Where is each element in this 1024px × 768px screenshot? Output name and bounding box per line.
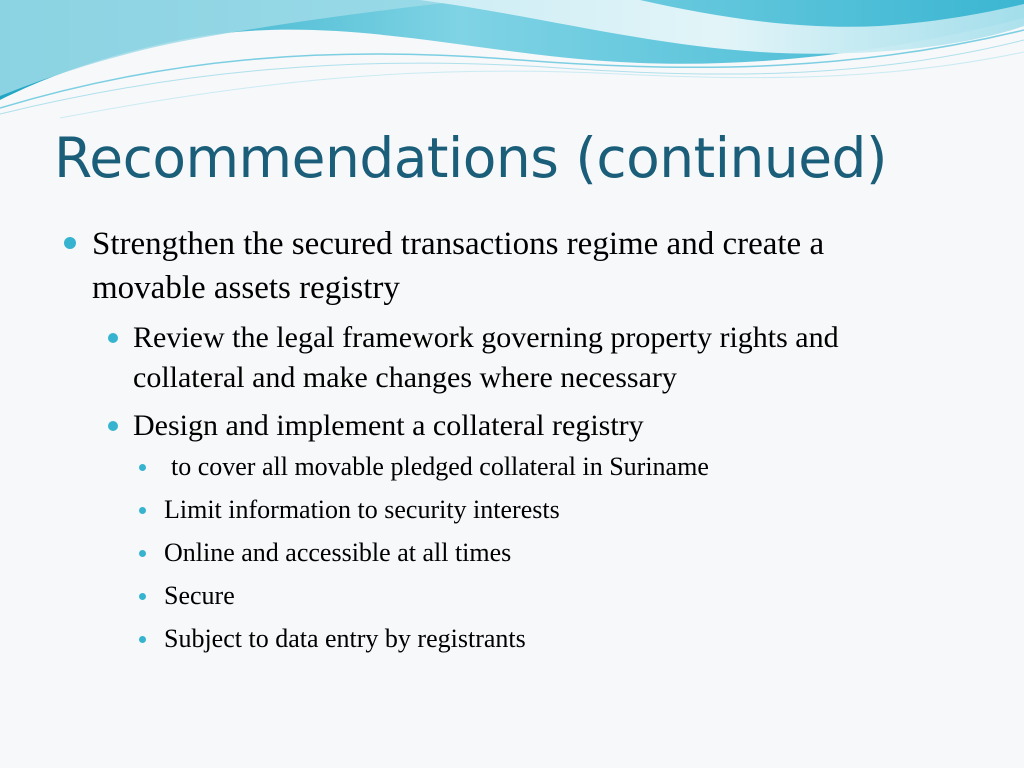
bullet-dot-icon [139, 550, 146, 557]
bullet-text: Design and implement a collateral registry [133, 409, 644, 442]
bullet-text: Secure [164, 581, 235, 610]
list-item [0, 579, 1024, 613]
bullet-text: Strengthen the secured transactions regime and create a movable assets registry [92, 226, 825, 306]
bullet-dot-icon [64, 237, 76, 249]
bullet-list [0, 222, 1024, 656]
bullet-text: to cover all movable pledged collateral in Suriname [171, 452, 709, 481]
list-item [0, 450, 1024, 484]
bullet-text: Limit information to security interests [164, 495, 560, 524]
bullet-dot-icon [139, 636, 146, 643]
bullet-dot-icon [139, 593, 146, 600]
bullet-text: Subject to data entry by registrants [164, 624, 526, 653]
wave-header-decoration [0, 0, 1024, 130]
bullet-text: Online and accessible at all times [164, 538, 512, 567]
bullet-dot-icon [139, 507, 146, 514]
list-item [0, 406, 1024, 446]
list-item [0, 536, 1024, 570]
slide-title: Recommendations (continued) [54, 126, 887, 190]
list-item [0, 222, 1024, 310]
bullet-dot-icon [139, 464, 146, 471]
list-item [0, 622, 1024, 656]
bullet-text: Review the legal framework governing property rights and collateral and make changes where necessary [133, 321, 839, 394]
list-item [0, 493, 1024, 527]
bullet-dot-icon [108, 421, 118, 431]
bullet-dot-icon [108, 333, 118, 343]
list-item [0, 318, 1024, 398]
